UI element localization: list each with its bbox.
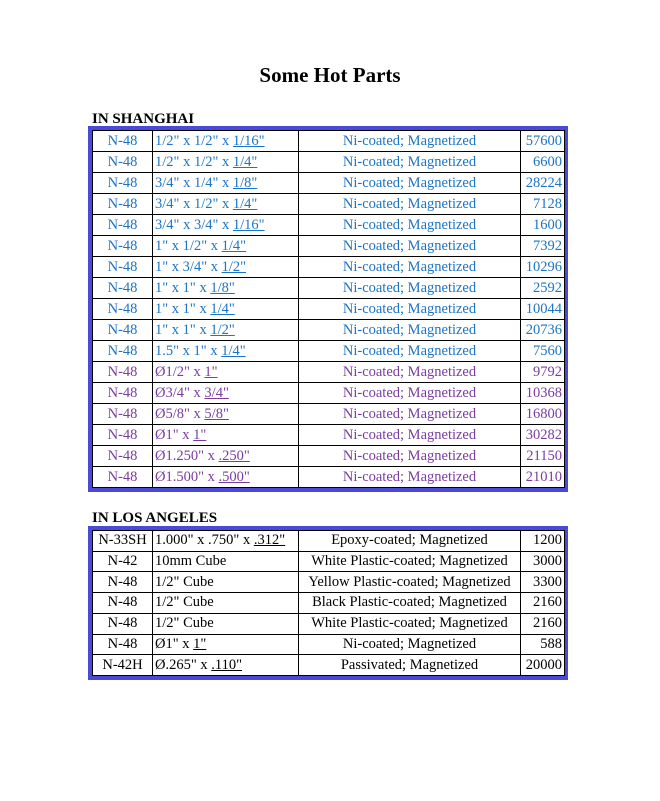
size-text: 1" x 1" x (155, 279, 211, 296)
size-thickness-text: 1/4" (221, 342, 246, 359)
size-cell (153, 404, 299, 425)
quantity-cell: 7560 (521, 341, 565, 362)
size-text: 10mm Cube (155, 553, 227, 570)
part-number-cell: N-48 (93, 613, 153, 634)
size-thickness-text: 1" (204, 363, 218, 380)
description-cell: Ni-coated; Magnetized (299, 446, 521, 467)
size-text: 1" x 3/4" x (155, 258, 222, 275)
description-cell: Ni-coated; Magnetized (299, 173, 521, 194)
size-thickness-text: 1/16" (232, 132, 265, 149)
size-thickness-text: .312" (253, 532, 286, 549)
part-number-cell: N-48 (93, 152, 153, 173)
size-text: 3/4" x 1/2" x (155, 195, 233, 212)
size-thickness-text: 1/4" (232, 195, 258, 212)
part-number-cell: N-48 (93, 362, 153, 383)
description-cell: Ni-coated; Magnetized (299, 404, 521, 425)
quantity-cell: 10044 (521, 299, 565, 320)
size-thickness-text: 1" (193, 635, 207, 652)
size-text: 1.000" x .750" x (155, 532, 254, 549)
table-row (93, 404, 565, 425)
size-cell (153, 236, 299, 257)
description-cell: Epoxy-coated; Magnetized (299, 531, 521, 552)
part-number-cell: N-48 (93, 299, 153, 320)
size-text: 1/2" Cube (155, 594, 214, 611)
part-number-cell: N-48 (93, 257, 153, 278)
part-number-cell: N-48 (93, 572, 153, 593)
size-text: 3/4" x 3/4" x (155, 216, 233, 233)
size-cell (153, 551, 299, 572)
size-cell (153, 593, 299, 614)
size-text: 1/2" Cube (155, 615, 214, 632)
size-cell (153, 446, 299, 467)
description-cell: Ni-coated; Magnetized (299, 425, 521, 446)
size-text: Ø3/4" x (155, 384, 205, 401)
description-cell: Yellow Plastic-coated; Magnetized (299, 572, 521, 593)
part-number-cell: N-48 (93, 383, 153, 404)
size-thickness-text: 1/4" (210, 300, 235, 317)
size-thickness-text: 1/16" (232, 216, 265, 233)
size-cell (153, 467, 299, 488)
size-text: 1" x 1" x (155, 321, 211, 338)
size-thickness-text: 1/2" (210, 321, 235, 338)
description-cell: Ni-coated; Magnetized (299, 215, 521, 236)
quantity-cell: 1600 (521, 215, 565, 236)
shanghai-table (88, 126, 568, 492)
quantity-cell: 20000 (521, 655, 565, 676)
table-row (93, 131, 565, 152)
description-cell: Ni-coated; Magnetized (299, 278, 521, 299)
description-cell: Ni-coated; Magnetized (299, 320, 521, 341)
description-cell: Ni-coated; Magnetized (299, 152, 521, 173)
quantity-cell: 3000 (521, 551, 565, 572)
size-cell (153, 655, 299, 676)
section-heading-shanghai: IN SHANGHAI (92, 111, 195, 127)
quantity-cell: 57600 (521, 131, 565, 152)
size-cell (153, 425, 299, 446)
table-row (93, 572, 565, 593)
size-cell (153, 194, 299, 215)
size-text: Ø1.500" x (155, 468, 219, 485)
table-row (93, 655, 565, 676)
size-text: Ø1.250" x (155, 447, 219, 464)
size-thickness-text: 1" (193, 426, 207, 443)
table-row (93, 362, 565, 383)
table-row (93, 613, 565, 634)
part-number-cell: N-42 (93, 551, 153, 572)
table-row (93, 425, 565, 446)
description-cell: Ni-coated; Magnetized (299, 634, 521, 655)
size-cell (153, 257, 299, 278)
part-number-cell: N-48 (93, 194, 153, 215)
size-text: Ø1" x (155, 635, 194, 652)
size-cell (153, 634, 299, 655)
description-cell: Ni-coated; Magnetized (299, 194, 521, 215)
size-text: 1" x 1" x (155, 300, 211, 317)
size-cell (153, 173, 299, 194)
size-cell (153, 152, 299, 173)
table-row (93, 236, 565, 257)
page-title: Some Hot Parts (259, 63, 401, 87)
size-text: Ø5/8" x (155, 405, 205, 422)
size-thickness-text: 1/4" (221, 237, 247, 254)
quantity-cell: 7128 (521, 194, 565, 215)
description-cell: Ni-coated; Magnetized (299, 257, 521, 278)
description-cell: Ni-coated; Magnetized (299, 299, 521, 320)
size-cell (153, 531, 299, 552)
table-row (93, 320, 565, 341)
table-row (93, 173, 565, 194)
quantity-cell: 16800 (521, 404, 565, 425)
part-number-cell: N-48 (93, 446, 153, 467)
part-number-cell: N-42H (93, 655, 153, 676)
quantity-cell: 3300 (521, 572, 565, 593)
description-cell: Black Plastic-coated; Magnetized (299, 593, 521, 614)
quantity-cell: 9792 (521, 362, 565, 383)
section-heading-los-angeles: IN LOS ANGELES (92, 510, 218, 526)
size-thickness-text: .250" (218, 447, 250, 464)
size-text: 3/4" x 1/4" x (155, 174, 233, 191)
table-row (93, 299, 565, 320)
quantity-cell: 1200 (521, 531, 565, 552)
size-cell (153, 341, 299, 362)
table-row (93, 551, 565, 572)
quantity-cell: 20736 (521, 320, 565, 341)
part-number-cell: N-33SH (93, 531, 153, 552)
table-row (93, 383, 565, 404)
size-cell (153, 362, 299, 383)
description-cell: Ni-coated; Magnetized (299, 341, 521, 362)
part-number-cell: N-48 (93, 320, 153, 341)
table-row (93, 634, 565, 655)
size-thickness-text: 1/4" (232, 153, 258, 170)
quantity-cell: 21150 (521, 446, 565, 467)
quantity-cell: 10296 (521, 257, 565, 278)
table-row (93, 467, 565, 488)
size-thickness-text: 5/8" (204, 405, 229, 422)
size-text: Ø1/2" x (155, 363, 205, 380)
size-thickness-text: 1/2" (221, 258, 247, 275)
description-cell: White Plastic-coated; Magnetized (299, 551, 521, 572)
quantity-cell: 2160 (521, 613, 565, 634)
los-angeles-table (88, 526, 568, 680)
part-number-cell: N-48 (93, 634, 153, 655)
quantity-cell: 6600 (521, 152, 565, 173)
description-cell: Ni-coated; Magnetized (299, 236, 521, 257)
quantity-cell: 21010 (521, 467, 565, 488)
part-number-cell: N-48 (93, 593, 153, 614)
description-cell: Passivated; Magnetized (299, 655, 521, 676)
table-row (93, 341, 565, 362)
size-cell (153, 320, 299, 341)
table-row (93, 531, 565, 552)
size-text: 1/2" x 1/2" x (155, 132, 233, 149)
description-cell: Ni-coated; Magnetized (299, 383, 521, 404)
size-cell (153, 215, 299, 236)
part-number-cell: N-48 (93, 173, 153, 194)
size-thickness-text: 3/4" (204, 384, 229, 401)
part-number-cell: N-48 (93, 278, 153, 299)
table-row (93, 194, 565, 215)
description-cell: Ni-coated; Magnetized (299, 467, 521, 488)
size-text: 1.5" x 1" x (155, 342, 222, 359)
size-text: 1/2" Cube (155, 573, 214, 590)
size-text: 1/2" x 1/2" x (155, 153, 233, 170)
size-cell (153, 131, 299, 152)
part-number-cell: N-48 (93, 131, 153, 152)
table-row (93, 278, 565, 299)
table-row (93, 257, 565, 278)
part-number-cell: N-48 (93, 404, 153, 425)
quantity-cell: 30282 (521, 425, 565, 446)
description-cell: Ni-coated; Magnetized (299, 362, 521, 383)
description-cell: White Plastic-coated; Magnetized (299, 613, 521, 634)
size-thickness-text: .500" (218, 468, 250, 485)
size-thickness-text: .110" (211, 656, 243, 673)
part-number-cell: N-48 (93, 236, 153, 257)
quantity-cell: 28224 (521, 173, 565, 194)
size-text: 1" x 1/2" x (155, 237, 222, 254)
quantity-cell: 588 (521, 634, 565, 655)
table-row (93, 593, 565, 614)
table-row (93, 215, 565, 236)
table-row (93, 446, 565, 467)
size-cell (153, 572, 299, 593)
size-cell (153, 383, 299, 404)
size-cell (153, 278, 299, 299)
size-cell (153, 613, 299, 634)
quantity-cell: 10368 (521, 383, 565, 404)
part-number-cell: N-48 (93, 467, 153, 488)
part-number-cell: N-48 (93, 215, 153, 236)
part-number-cell: N-48 (93, 341, 153, 362)
quantity-cell: 2160 (521, 593, 565, 614)
quantity-cell: 2592 (521, 278, 565, 299)
table-row (93, 152, 565, 173)
size-thickness-text: 1/8" (210, 279, 235, 296)
size-text: Ø.265" x (155, 656, 212, 673)
description-cell: Ni-coated; Magnetized (299, 131, 521, 152)
size-text: Ø1" x (155, 426, 194, 443)
part-number-cell: N-48 (93, 425, 153, 446)
quantity-cell: 7392 (521, 236, 565, 257)
size-thickness-text: 1/8" (232, 174, 258, 191)
size-cell (153, 299, 299, 320)
